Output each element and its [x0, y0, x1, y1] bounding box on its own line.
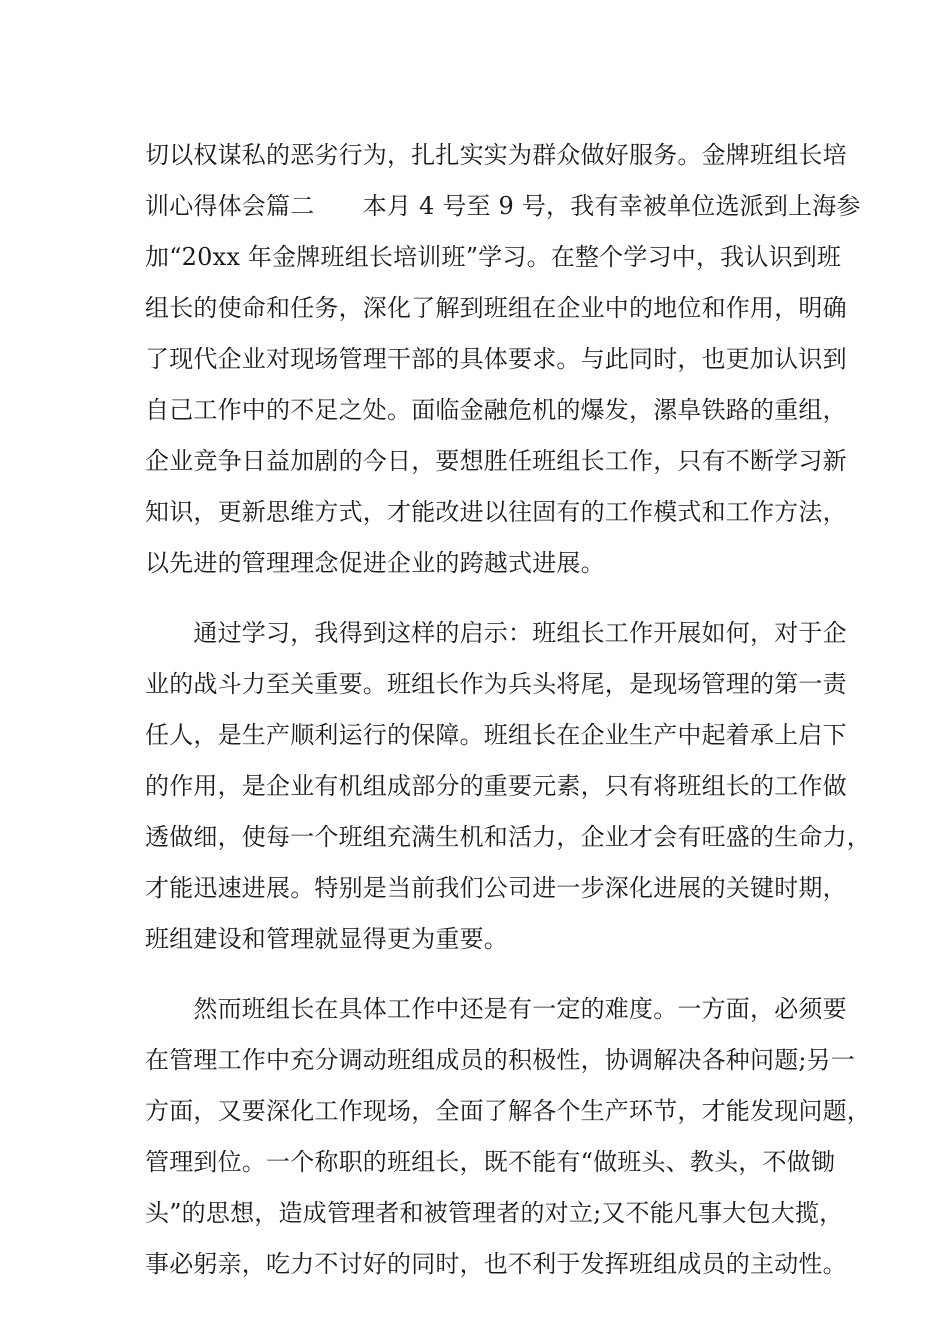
text-line: 才能迅速进展。特别是当前我们公司进一步深化进展的关键时期，	[145, 874, 847, 902]
text-line: 企业竞争日益加剧的今日，要想胜任班组长工作，只有不断学习新	[145, 447, 847, 475]
text-line: 透做细，使每一个班组充满生机和活力，企业才会有旺盛的生命力，	[145, 823, 871, 851]
text-line: 切以权谋私的恶劣行为，扎扎实实为群众做好服务。金牌班组长培	[145, 141, 847, 169]
text-line: 的作用，是企业有机组成部分的重要元素，只有将班组长的工作做	[145, 772, 847, 800]
text-line: 管理到位。一个称职的班组长，既不能有“做班头、教头，不做锄	[145, 1148, 836, 1176]
text-line: 训心得体会篇二 本月 4 号至 9 号，我有幸被单位选派到上海参	[145, 192, 861, 220]
text-line: 事必躬亲，吃力不讨好的同时，也不利于发挥班组成员的主动性。	[145, 1250, 847, 1278]
text-line: 业的战斗力至关重要。班组长作为兵头将尾，是现场管理的第一责	[145, 670, 847, 698]
text-line: 以先进的管理理念促进企业的跨越式进展。	[145, 549, 605, 577]
text-line: 了现代企业对现场管理干部的具体要求。与此同时，也更加认识到	[145, 345, 847, 373]
text-line: 通过学习，我得到这样的启示：班组长工作开展如何，对于企	[145, 619, 847, 647]
text-line: 自己工作中的不足之处。面临金融危机的爆发，漯阜铁路的重组，	[145, 396, 847, 424]
text-line: 方面，又要深化工作现场，全面了解各个生产环节，才能发现问题，	[145, 1097, 871, 1125]
text-line: 任人，是生产顺利运行的保障。班组长在企业生产中起着承上启下	[145, 721, 847, 749]
text-line: 组长的使命和任务，深化了解到班组在企业中的地位和作用，明确	[145, 294, 847, 322]
text-line: 班组建设和管理就显得更为重要。	[145, 925, 508, 953]
text-line: 在管理工作中充分调动班组成员的积极性，协调解决各种问题;另一	[145, 1046, 856, 1074]
text-line: 知识，更新思维方式，才能改进以往固有的工作模式和工作方法，	[145, 498, 847, 526]
text-line: 头”的思想，造成管理者和被管理者的对立;又不能凡事大包大揽，	[145, 1199, 844, 1227]
text-line: 然而班组长在具体工作中还是有一定的难度。一方面，必须要	[145, 995, 847, 1023]
text-line: 加“20xx 年金牌班组长培训班”学习。在整个学习中，我认识到班	[145, 243, 842, 271]
